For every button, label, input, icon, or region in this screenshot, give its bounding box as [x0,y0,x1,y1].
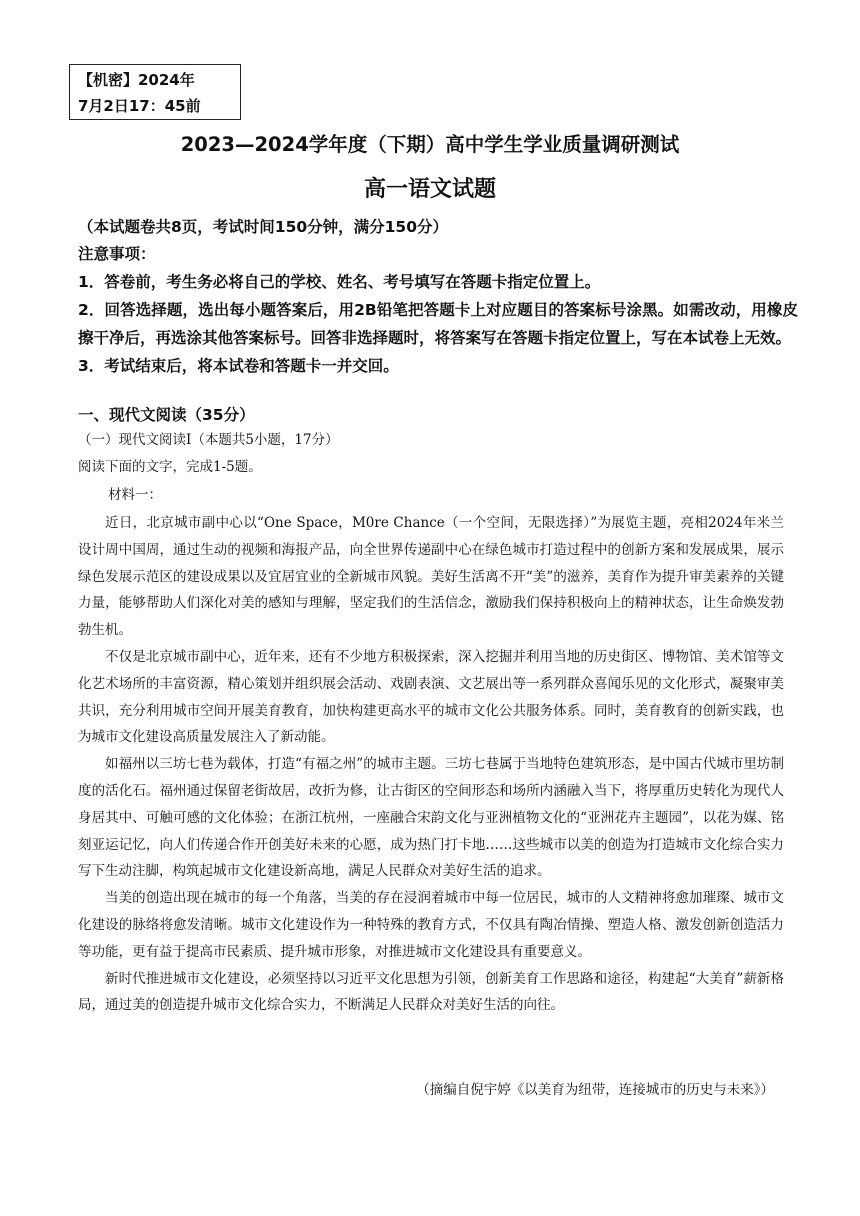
article-paragraph: 如福州以三坊七巷为载体，打造“有福之州”的城市主题。三坊七巷属于当地特色建筑形态，是中国古代城市里坊制度的活化石。福州通过保留老街故居，改折为修，让古街区的空间形态和场所内涵融入当下，将厚重历史转化为现代人身居其中、可触可感的文化体验；在浙江杭州，一座融合宋韵文化与亚洲植物文化的“亚洲花卉主题园”，以花为媒、铭刻亚运记忆，向人们传递合作开创美好未来的心愿，成为热门打卡地……这些城市以美的创造为打造城市文化综合实力写下生动注脚，构筑起城市文化建设新高地，满足人民群众对美好生活的追求。 [78,756,784,880]
notice-item-2: 2．回答选择题，选出每小题答案后，用2B铅笔把答题卡上对应题目的答案标号涂黑。如需改动，用橡皮擦干净后，再选涂其他答案标号。回答非选择题时，将答案写在答题卡指定位置上，写在本试卷上无效。 [78,301,798,347]
notice-item-3: 3．考试结束后，将本试卷和答题卡一并交回。 [78,357,399,375]
subpart-heading: （一）现代文阅读Ⅰ（本题共5小题，17分） [78,432,339,448]
article-source: （摘编自倪宇婷《以美育为纽带，连接城市的历史与未来》） [416,1082,774,1098]
section-heading: 一、现代文阅读（35分） [78,406,255,424]
article-paragraph: 当美的创造出现在城市的每一个角落，当美的存在浸润着城市中每一位居民，城市的人文精神将愈加璀璨、城市文化建设的脉络将愈发清晰。城市文化建设作为一种特殊的教育方式，不仅具有陶冶情操、塑造人格、激发创新创造活力等功能，更有益于提高市民素质、提升城市形象，对推进城市文化建设具有重要意义。 [78,890,784,960]
subject-title: 高一语文试题 [363,177,496,202]
reading-instruction: 阅读下面的文字，完成1-5题。 [78,459,262,475]
exam-title: 2023—2024学年度（下期）高中学生学业质量调研测试 [180,133,680,156]
article-body [78,510,784,1019]
confidential-line-2: 7月2日17：45前 [78,97,201,115]
notice-item-1: 1．答卷前，考生务必将自己的学校、姓名、考号填写在答题卡指定位置上。 [78,273,601,291]
confidential-box [69,64,241,120]
article-paragraph: 新时代推进城市文化建设，必须坚持以习近平文化思想为引领，创新美育工作思路和途径，构建起“大美育”薪新格局，通过美的创造提升城市文化综合实力，不断满足人民群众对美好生活的向往。 [78,970,784,1014]
notice-heading: 注意事项： [78,245,156,263]
material-label: 材料一： [108,487,162,503]
exam-info: （本试题卷共8页，考试时间150分钟，满分150分） [78,218,448,236]
article-paragraph: 不仅是北京城市副中心，近年来，还有不少地方积极探索，深入挖掘并利用当地的历史街区、博物馆、美术馆等文化艺术场所的丰富资源，精心策划并组织展会活动、戏剧表演、文艺展出等一系列群众喜闻乐见的文化形式，凝聚审美共识，充分利用城市空间开展美育教育，加快构建更高水平的城市文化公共服务体系。同时，美育教育的创新实践，也为城市文化建设高质量发展注入了新动能。 [78,648,784,746]
confidential-line-1: 【机密】2024年 [78,71,195,89]
article-paragraph: 近日，北京城市副中心以“One Space，M0re Chance（一个空间，无限选择）”为展览主题，亮相2024年米兰设计周中国周，通过生动的视频和海报产品，向全世界传递副中心在绿色城市打造过程中的创新方案和发展成果，展示绿色发展示范区的建设成果以及宜居宜业的全新城市风貌。美好生活离不开“美”的滋养，美育作为提升审美素养的关键力量，能够帮助人们深化对美的感知与理解，坚定我们的生活信念，激励我们保持积极向上的精神状态，让生命焕发勃勃生机。 [78,515,784,639]
notice-block [78,240,798,380]
